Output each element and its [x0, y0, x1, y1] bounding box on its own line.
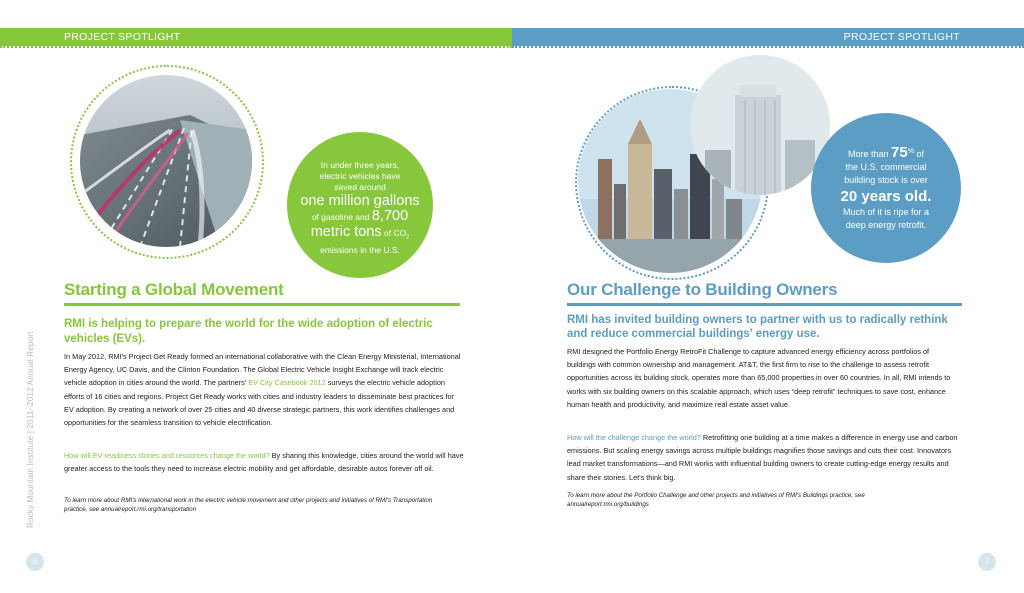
ev-city-casebook-link[interactable]: EV City Casebook 2012: [248, 378, 326, 388]
right-paragraph-2: [567, 431, 959, 484]
left-footnote: To learn more about RMI's international work in the electric vehicle movement and other projects and initiatives of RMI's Transportation practice, see annualreport.rmi.org/transportation: [64, 497, 433, 513]
callout-big-gallons: one million gallons: [300, 192, 420, 209]
right-heading: Our Challenge to Building Owners: [567, 280, 838, 299]
left-p1-part2: surveys the electric vehicle adoption efforts of 16 cities and regions. Project Get Ready works with cities and industry leaders to disseminate best practices for EV adoption. By creating a network of over 25 cities and 40 diverse strategic partners, this work identifies challenges and opportunities for the seamless transition to vehicle electrification.: [64, 378, 455, 428]
callout-line-1: In under three years,: [320, 159, 400, 170]
left-p1-part1: In May 2012, RMI's Project Get Ready formed an international collaborative with the Clean Energy Ministerial, International Energy Agency, UC Davis, and the Clinton Foundation. The Global Electric Vehicle Insight Exchange will track electric vehicle adoption in cities around the world. The partners': [64, 352, 461, 388]
sidebar-report-title: Rocky Mountain Institute | 2011–2012 Annual Report: [26, 331, 35, 528]
callout-line-6: emissions in the U.S.: [320, 245, 400, 256]
callout-r-line1b: of: [913, 148, 924, 159]
right-paragraph-1: RMI designed the Portfolio Energy RetroFit Challenge to capture advanced energy efficiency across portfolios of buildings with common ownership and management. AT&T, the first firm to rise to the challenge to assess retrofit opportunities across its building stock, operates more than 65,000 properties in over 60 countries. In all, RMI intends to works with six building owners on this scalable approach, which uses “deep retrofit” techniques to save cost, enhance human health and productivity, and maximize real estate asset value.: [567, 347, 951, 409]
left-heading: Starting a Global Movement: [64, 280, 284, 299]
ev-savings-callout: [287, 132, 433, 278]
left-paragraph-2: [64, 449, 464, 475]
right-p2-question: How will the challenge change the world?: [567, 433, 701, 442]
callout-r-line4: Much of it is ripe for a: [842, 206, 930, 217]
callout-line-2: electric vehicles have: [319, 170, 401, 181]
right-p2-rest: Retrofitting one building at a time makes a difference in energy use and carbon emissions. But scaling energy savings across multiple buildings magnifies those savings and cuts their cost. Innovators lead market transformations—and RMI works with influential building owners to create cutting-edge energy results and share their stories. Let's think big.: [567, 433, 958, 482]
left-header-label: PROJECT SPOTLIGHT: [64, 31, 181, 43]
left-paragraph-1: [64, 350, 464, 429]
callout-r-line5: deep energy retrofit.: [845, 219, 927, 230]
right-lead: RMI has invited building owners to partner with us to radically rethink and reduce commercial buildings' energy use.: [567, 314, 948, 340]
highway-photo: [80, 75, 252, 247]
building-stock-callout: [811, 113, 961, 263]
page-number-right: 7: [978, 553, 996, 571]
callout-percent-sign: %: [907, 147, 914, 155]
callout-r-line1a: More than: [848, 148, 892, 159]
highway-traffic-icon: [80, 75, 252, 247]
right-footnote: To learn more about the Portfolio Challenge and other projects and initiatives of RMI's Buildings practice, see annualreport.rmi.org/buildings: [567, 492, 865, 508]
left-p2-question: How will EV readiness stories and resources change the world?: [64, 451, 270, 460]
callout-r-line2: the U.S. commercial: [845, 161, 927, 172]
callout-co-label: of CO: [381, 227, 407, 238]
tower-photo: [690, 55, 830, 195]
right-dotted-divider: [512, 46, 1024, 48]
left-p2-rest: By sharing this knowledge, cities around the world will have greater access to the tools they need to increase electric mobility and get affordable, desirable autos forever off oil.: [64, 451, 464, 474]
callout-line-3: saved around: [334, 181, 386, 192]
right-header-label: PROJECT SPOTLIGHT: [843, 31, 960, 43]
callout-r-line3: building stock is over: [844, 174, 928, 185]
page-number-left: 6: [26, 553, 44, 571]
callout-75-number: 75: [891, 143, 908, 161]
right-heading-rule: [567, 303, 962, 306]
callout-line-4: of gasoline and: [311, 211, 372, 222]
right-header-bar: [512, 28, 1024, 46]
callout-co2-subscript: 2: [406, 234, 410, 241]
callout-big-tons-number: 8,700: [371, 207, 409, 224]
glass-tower-icon: [690, 55, 830, 195]
left-dotted-divider: [0, 46, 512, 48]
callout-big-metric-tons: metric tons: [310, 223, 382, 240]
left-heading-rule: [64, 303, 460, 306]
left-header-bar: [0, 28, 512, 46]
callout-20-years: 20 years old.: [840, 187, 932, 205]
left-lead: RMI is helping to prepare the world for the wide adoption of electric vehicles (EVs).: [64, 318, 433, 345]
